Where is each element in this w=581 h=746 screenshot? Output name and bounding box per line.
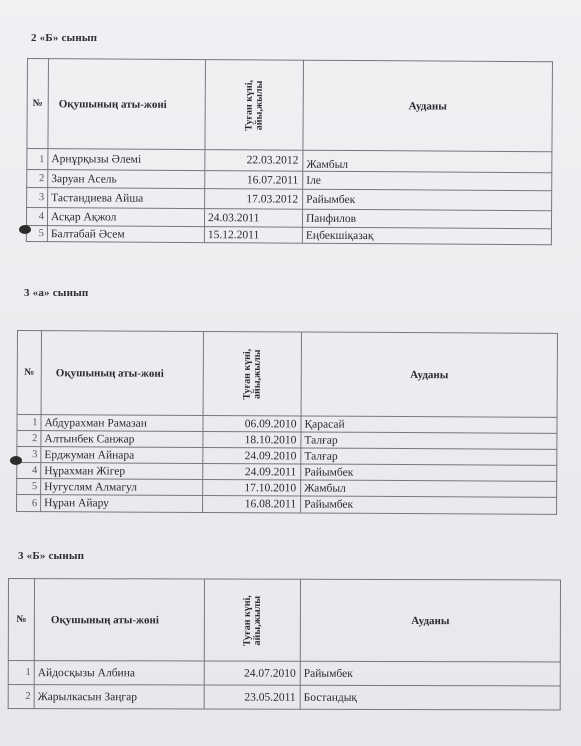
row-number: 4 (17, 463, 41, 479)
birth-date: 24.09.2011 (203, 463, 301, 480)
col-header-name: Оқушының аты-жөні (48, 59, 206, 150)
row-number: 2 (8, 685, 34, 709)
row-number: 5 (17, 479, 41, 495)
row-number: 5 (26, 225, 47, 241)
class-table-3a (16, 330, 558, 515)
birth-date: 06.09.2010 (203, 415, 301, 432)
row-number: 2 (17, 431, 41, 447)
table-row (8, 685, 560, 710)
row-number: 3 (27, 188, 48, 208)
student-name: Нұран Айару (41, 495, 203, 513)
student-name: Нұрахман Жігер (41, 463, 203, 480)
col-header-number: № (8, 579, 34, 661)
birth-date: 17.10.2010 (203, 479, 301, 496)
col-header-district: Ауданы (300, 579, 560, 662)
birth-date: 24.07.2010 (204, 661, 300, 685)
row-number: 4 (26, 208, 47, 226)
birth-date: 24.09.2010 (203, 447, 301, 464)
table-row (17, 495, 557, 515)
table-header-row (27, 59, 553, 152)
table-header-row (17, 331, 557, 418)
col-header-name: Оқушының аты-жөні (34, 579, 204, 661)
student-name: Асқар Ақжол (47, 208, 204, 227)
section-heading-3b: 3 «Б» сынып (18, 550, 85, 562)
district: Райымбек (301, 464, 557, 481)
student-name: Тастандиева Айша (48, 188, 205, 209)
student-name: Нугуслям Алмагул (41, 479, 203, 496)
district: Бостандық (300, 685, 560, 710)
district: Талғар (301, 432, 557, 449)
row-number: 1 (17, 415, 41, 431)
col-header-district: Ауданы (303, 60, 553, 152)
birth-date: 16.08.2011 (203, 495, 301, 513)
col-header-dob: Туған күні, айы,жылы (203, 331, 301, 416)
district: Райымбек (303, 189, 552, 211)
row-number: 6 (17, 495, 41, 512)
district: Райымбек (300, 661, 560, 686)
student-name: Айдосқызы Албина (34, 661, 204, 685)
district: Қарасай (301, 416, 557, 433)
birth-date: 18.10.2010 (203, 431, 301, 448)
col-header-name: Оқушының аты-жөні (41, 331, 203, 416)
row-number: 2 (27, 170, 48, 188)
district: Еңбекшіқазақ (302, 227, 551, 245)
birth-date: 17.03.2012 (205, 189, 303, 210)
row-number: 3 (17, 447, 41, 463)
col-header-number: № (27, 59, 49, 149)
table-header-row (8, 579, 560, 662)
col-header-dob: Туған күні, айы,жылы (205, 60, 304, 151)
col-header-number: № (17, 331, 41, 415)
table-row (26, 225, 551, 244)
birth-date: 24.03.2011 (204, 209, 302, 228)
student-name: Абдурахман Рамазан (41, 415, 203, 432)
district: Іле (303, 171, 552, 191)
punch-hole-mark (19, 225, 31, 234)
district: Панфилов (302, 209, 551, 229)
student-name: Ерджуман Айнара (41, 447, 203, 464)
punch-hole-mark (10, 456, 22, 465)
row-number: 1 (27, 149, 48, 170)
col-header-district: Ауданы (301, 332, 557, 417)
section-heading-2b: 2 «Б» сынып (31, 32, 98, 44)
table-row (8, 661, 560, 686)
district: Жамбыл (303, 150, 552, 173)
student-name: Алтынбек Санжар (41, 431, 203, 448)
student-name: Жарылкасын Заңгар (34, 685, 204, 709)
district: Райымбек (301, 496, 557, 514)
section-heading-3a: 3 «а» сынып (24, 287, 89, 299)
birth-date: 16.07.2011 (205, 171, 303, 190)
class-table-2b (26, 58, 553, 245)
class-table-3b (8, 578, 561, 710)
student-name: Заруан Асель (48, 170, 205, 189)
student-name: Балтабай Әсем (47, 226, 204, 243)
district: Талғар (301, 448, 557, 465)
district: Жамбыл (301, 480, 557, 497)
birth-date: 22.03.2012 (205, 150, 303, 172)
row-number: 1 (8, 661, 34, 685)
birth-date: 23.05.2011 (204, 685, 300, 709)
student-name: Арнұрқызы Әлемі (48, 149, 205, 171)
birth-date: 15.12.2011 (204, 227, 302, 244)
col-header-dob: Туған күні, айы,жылы (204, 579, 300, 661)
